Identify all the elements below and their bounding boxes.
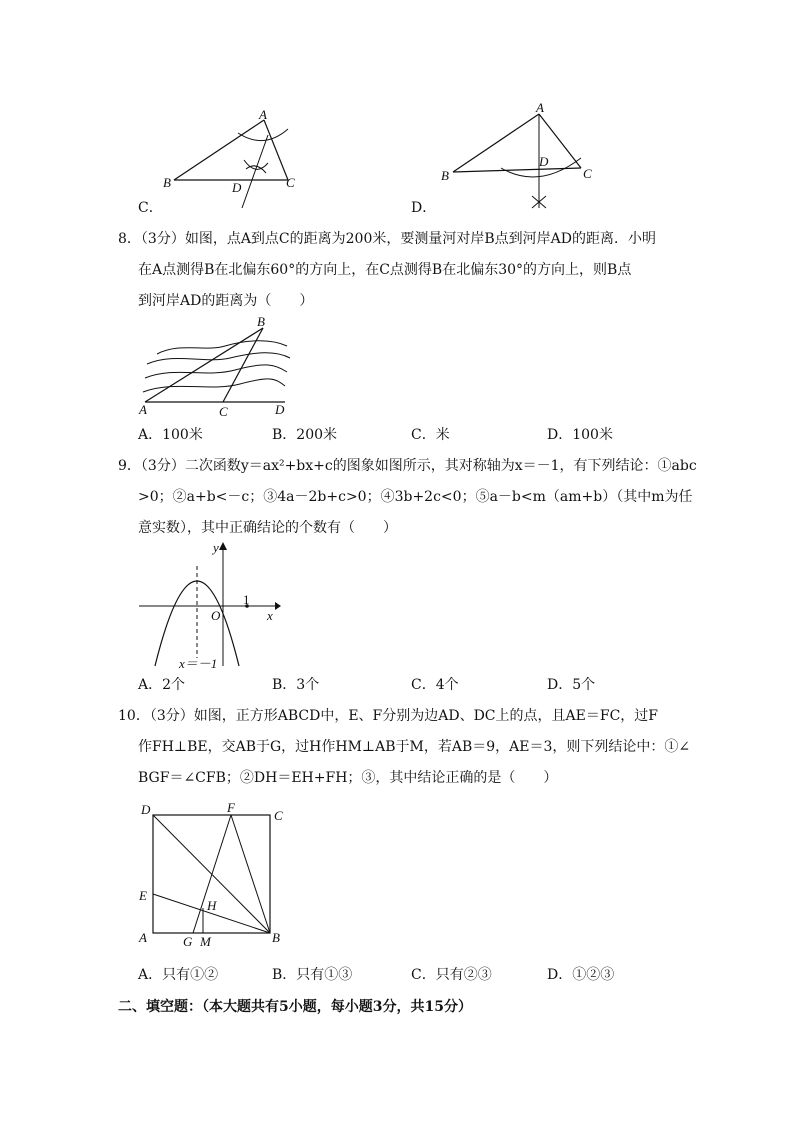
q8-option-b[interactable]: B．200米	[272, 427, 338, 443]
q10-label-c: C	[274, 808, 283, 823]
q10-figure-square	[135, 800, 295, 955]
q7-figure-d	[435, 98, 605, 213]
q10-option-c[interactable]: C．只有②③	[411, 967, 492, 983]
q9-label-y: y	[213, 540, 219, 555]
q9-text-line2: >0；②a+b<－c；③4a－2b+c>0；④3b+2c<0；⑤a－b<m（am+b）（其中m为任	[138, 489, 693, 505]
q10-text-line3: BGF＝∠CFB；②DH＝EH+FH；③，其中结论正确的是（ ）	[138, 770, 558, 786]
q7c-label-b: B	[163, 175, 171, 190]
q8-option-c[interactable]: C．米	[411, 427, 450, 443]
q8-text-line1: 8．（3分）如图，点A到点C的距离为200米，要测量河对岸B点到河岸AD的距离．小明	[118, 231, 656, 247]
q9-figure-parabola	[135, 536, 285, 672]
q8-label-a: A	[139, 402, 147, 417]
q10-option-a[interactable]: A．只有①②	[138, 967, 219, 983]
q9-text-line1: 9．（3分）二次函数y＝ax²+bx+c的图象如图所示，其对称轴为x＝－1，有下列结论：①abc	[118, 458, 697, 474]
q7c-label-d: D	[232, 180, 242, 195]
q9-option-c[interactable]: C．4个	[411, 677, 459, 693]
q7d-label-b: B	[441, 168, 449, 183]
q9-option-b[interactable]: B．3个	[272, 677, 320, 693]
q9-option-a[interactable]: A．2个	[138, 677, 186, 693]
q9-label-one: 1	[243, 592, 250, 607]
q8-label-c: C	[219, 404, 228, 419]
q10-text-line1: 10．（3分）如图，正方形ABCD中，E、F分别为边AD、DC上的点，且AE＝FC，过F	[118, 708, 658, 724]
q10-label-a: A	[139, 930, 147, 945]
q10-text-line2: 作FH⊥BE，交AB于G，过H作HM⊥AB于M，若AB＝9，AE＝3，则下列结论中：①∠	[138, 739, 691, 755]
q7d-label-c: C	[583, 166, 592, 181]
q8-option-a[interactable]: A．100米	[138, 427, 203, 443]
q10-label-h: H	[207, 898, 217, 913]
section-heading-fill-in: 二、填空题：（本大题共有5小题，每小题3分，共15分）	[118, 999, 472, 1015]
q8-label-d: D	[275, 402, 285, 417]
q8-figure-river	[135, 312, 305, 422]
q10-label-g: G	[183, 934, 193, 949]
q9-label-o: O	[211, 608, 221, 623]
q7-option-d[interactable]: D．	[411, 200, 437, 216]
q8-text-line2: 在A点测得B在北偏东60°的方向上，在C点测得B在北偏东30°的方向上，则B点	[138, 262, 632, 278]
q7c-label-c: C	[286, 175, 295, 190]
q9-option-d[interactable]: D．5个	[547, 677, 596, 693]
q9-label-x: x	[267, 608, 273, 623]
q7d-label-a: A	[536, 100, 544, 115]
q8-label-b: B	[257, 314, 265, 329]
q7-option-c[interactable]: C．	[138, 200, 163, 216]
q10-option-d[interactable]: D．①②③	[547, 967, 615, 983]
q10-label-b: B	[272, 930, 280, 945]
q9-label-axis: x＝－1	[179, 656, 218, 671]
q10-option-b[interactable]: B．只有①③	[272, 967, 353, 983]
q7-figure-c	[160, 105, 310, 215]
q7d-label-d: D	[539, 154, 549, 169]
q10-label-f: F	[227, 800, 235, 815]
q10-label-m: M	[200, 934, 211, 949]
q10-label-e: E	[139, 888, 147, 903]
q7c-label-a: A	[259, 107, 267, 122]
q8-text-line3: 到河岸AD的距离为（ ）	[138, 293, 314, 309]
q8-option-d[interactable]: D．100米	[547, 427, 613, 443]
q10-label-d: D	[141, 802, 151, 817]
q9-text-line3: 意实数），其中正确结论的个数有（ ）	[138, 520, 397, 536]
